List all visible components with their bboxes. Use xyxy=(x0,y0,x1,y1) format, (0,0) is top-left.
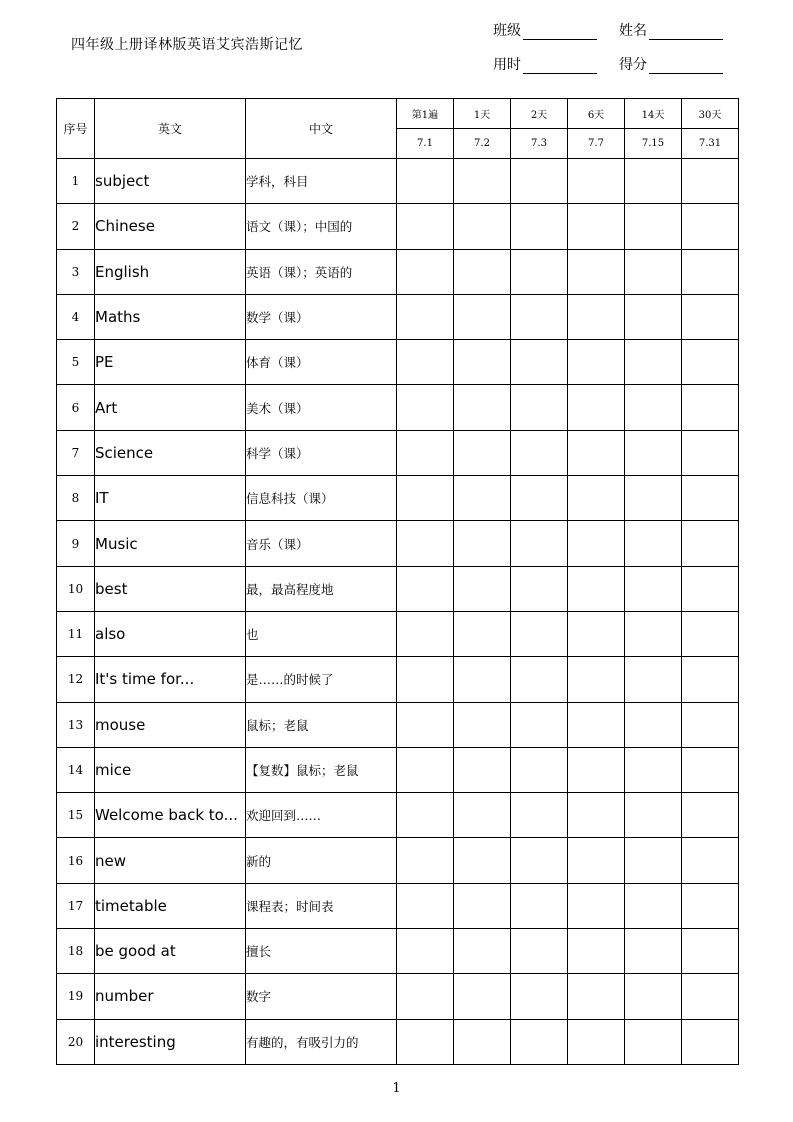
review-check-cell[interactable] xyxy=(625,249,682,294)
english-word: new xyxy=(95,838,246,883)
chinese-meaning: 语文（课）；中国的 xyxy=(246,204,397,249)
review-check-cell[interactable] xyxy=(397,793,454,838)
review-check-cell[interactable] xyxy=(511,476,568,521)
review-check-cell[interactable] xyxy=(397,1019,454,1064)
review-check-cell[interactable] xyxy=(397,611,454,656)
name-field xyxy=(619,20,723,40)
english-word: Music xyxy=(95,521,246,566)
review-check-cell[interactable] xyxy=(397,747,454,792)
review-check-cell[interactable] xyxy=(511,430,568,475)
row-index: 10 xyxy=(57,566,95,611)
vocabulary-rows xyxy=(57,159,739,1065)
review-check-cell[interactable] xyxy=(568,929,625,974)
review-check-cell[interactable] xyxy=(625,929,682,974)
review-check-cell[interactable] xyxy=(625,204,682,249)
review-check-cell[interactable] xyxy=(511,340,568,385)
review-check-cell[interactable] xyxy=(454,204,511,249)
review-check-cell[interactable] xyxy=(625,747,682,792)
chinese-meaning: 也 xyxy=(246,611,397,656)
review-check-cell[interactable] xyxy=(568,430,625,475)
chinese-meaning: 英语（课）；英语的 xyxy=(246,249,397,294)
table-row xyxy=(57,929,739,974)
review-label: 14天 xyxy=(625,99,682,129)
review-check-cell[interactable] xyxy=(625,702,682,747)
review-check-cell[interactable] xyxy=(568,294,625,339)
review-check-cell[interactable] xyxy=(568,883,625,928)
row-index: 15 xyxy=(57,793,95,838)
review-check-cell[interactable] xyxy=(397,430,454,475)
review-check-cell[interactable] xyxy=(454,430,511,475)
row-index: 14 xyxy=(57,747,95,792)
table-row xyxy=(57,521,739,566)
review-check-cell[interactable] xyxy=(568,611,625,656)
review-check-cell[interactable] xyxy=(511,566,568,611)
review-check-cell[interactable] xyxy=(511,702,568,747)
table-row xyxy=(57,249,739,294)
table-row xyxy=(57,702,739,747)
review-check-cell[interactable] xyxy=(454,1019,511,1064)
table-row xyxy=(57,476,739,521)
review-date: 7.31 xyxy=(682,129,739,159)
review-check-cell[interactable] xyxy=(397,521,454,566)
row-index: 7 xyxy=(57,430,95,475)
row-index: 11 xyxy=(57,611,95,656)
review-check-cell[interactable] xyxy=(454,249,511,294)
review-check-cell[interactable] xyxy=(625,793,682,838)
review-check-cell[interactable] xyxy=(511,249,568,294)
review-check-cell[interactable] xyxy=(682,747,739,792)
table-row xyxy=(57,159,739,204)
review-check-cell[interactable] xyxy=(682,702,739,747)
review-check-cell[interactable] xyxy=(568,340,625,385)
review-check-cell[interactable] xyxy=(397,476,454,521)
review-check-cell[interactable] xyxy=(568,974,625,1019)
review-check-cell[interactable] xyxy=(568,204,625,249)
review-check-cell[interactable] xyxy=(568,159,625,204)
table-row xyxy=(57,657,739,702)
review-check-cell[interactable] xyxy=(454,294,511,339)
review-check-cell[interactable] xyxy=(511,204,568,249)
review-check-cell[interactable] xyxy=(511,611,568,656)
review-check-cell[interactable] xyxy=(454,385,511,430)
table-row xyxy=(57,974,739,1019)
table-row xyxy=(57,430,739,475)
review-check-cell[interactable] xyxy=(454,883,511,928)
english-word: be good at xyxy=(95,929,246,974)
review-check-cell[interactable] xyxy=(682,521,739,566)
review-check-cell[interactable] xyxy=(682,249,739,294)
row-index: 12 xyxy=(57,657,95,702)
review-check-cell[interactable] xyxy=(625,294,682,339)
chinese-meaning: 音乐（课） xyxy=(246,521,397,566)
row-index: 5 xyxy=(57,340,95,385)
review-check-cell[interactable] xyxy=(625,1019,682,1064)
review-check-cell[interactable] xyxy=(625,385,682,430)
review-check-cell[interactable] xyxy=(454,793,511,838)
review-check-cell[interactable] xyxy=(454,476,511,521)
english-word: number xyxy=(95,974,246,1019)
chinese-meaning: 数学（课） xyxy=(246,294,397,339)
chinese-meaning: 课程表；时间表 xyxy=(246,883,397,928)
review-label: 30天 xyxy=(682,99,739,129)
table-row xyxy=(57,566,739,611)
table-row xyxy=(57,793,739,838)
review-check-cell[interactable] xyxy=(397,566,454,611)
english-word: also xyxy=(95,611,246,656)
row-index: 9 xyxy=(57,521,95,566)
review-check-cell[interactable] xyxy=(454,747,511,792)
review-check-cell[interactable] xyxy=(454,566,511,611)
chinese-meaning: 信息科技（课） xyxy=(246,476,397,521)
review-check-cell[interactable] xyxy=(682,657,739,702)
chinese-meaning: 体育（课） xyxy=(246,340,397,385)
review-check-cell[interactable] xyxy=(454,702,511,747)
review-check-cell[interactable] xyxy=(511,521,568,566)
review-check-cell[interactable] xyxy=(625,657,682,702)
english-word: It's time for... xyxy=(95,657,246,702)
review-check-cell[interactable] xyxy=(511,159,568,204)
english-word: mice xyxy=(95,747,246,792)
review-date: 7.3 xyxy=(511,129,568,159)
row-index: 16 xyxy=(57,838,95,883)
chinese-meaning: 鼠标；老鼠 xyxy=(246,702,397,747)
review-check-cell[interactable] xyxy=(568,1019,625,1064)
row-index: 20 xyxy=(57,1019,95,1064)
english-word: Science xyxy=(95,430,246,475)
vocabulary-table xyxy=(56,98,739,1065)
review-check-cell[interactable] xyxy=(397,249,454,294)
review-check-cell[interactable] xyxy=(625,838,682,883)
review-check-cell[interactable] xyxy=(511,385,568,430)
review-label: 第1遍 xyxy=(397,99,454,129)
chinese-meaning: 【复数】鼠标；老鼠 xyxy=(246,747,397,792)
review-check-cell[interactable] xyxy=(682,793,739,838)
english-word: Welcome back to... xyxy=(95,793,246,838)
chinese-meaning: 擅长 xyxy=(246,929,397,974)
review-check-cell[interactable] xyxy=(682,1019,739,1064)
english-word: PE xyxy=(95,340,246,385)
review-check-cell[interactable] xyxy=(397,294,454,339)
review-check-cell[interactable] xyxy=(397,340,454,385)
row-index: 8 xyxy=(57,476,95,521)
table-row xyxy=(57,1019,739,1064)
score-blank[interactable] xyxy=(649,57,723,74)
review-check-cell[interactable] xyxy=(568,657,625,702)
review-check-cell[interactable] xyxy=(454,838,511,883)
review-date: 7.15 xyxy=(625,129,682,159)
review-check-cell[interactable] xyxy=(625,476,682,521)
column-header-index: 序号 xyxy=(57,99,95,159)
review-check-cell[interactable] xyxy=(397,929,454,974)
review-check-cell[interactable] xyxy=(397,385,454,430)
review-check-cell[interactable] xyxy=(568,702,625,747)
review-check-cell[interactable] xyxy=(682,838,739,883)
review-check-cell[interactable] xyxy=(568,521,625,566)
review-check-cell[interactable] xyxy=(682,566,739,611)
review-check-cell[interactable] xyxy=(568,476,625,521)
review-check-cell[interactable] xyxy=(682,476,739,521)
english-word: best xyxy=(95,566,246,611)
row-index: 18 xyxy=(57,929,95,974)
review-check-cell[interactable] xyxy=(397,204,454,249)
review-check-cell[interactable] xyxy=(454,521,511,566)
review-check-cell[interactable] xyxy=(511,294,568,339)
name-blank[interactable] xyxy=(649,23,723,40)
review-check-cell[interactable] xyxy=(682,974,739,1019)
review-check-cell[interactable] xyxy=(568,385,625,430)
review-check-cell[interactable] xyxy=(454,340,511,385)
row-index: 17 xyxy=(57,883,95,928)
review-check-cell[interactable] xyxy=(454,159,511,204)
review-check-cell[interactable] xyxy=(454,974,511,1019)
review-check-cell[interactable] xyxy=(511,1019,568,1064)
chinese-meaning: 科学（课） xyxy=(246,430,397,475)
review-check-cell[interactable] xyxy=(511,747,568,792)
review-check-cell[interactable] xyxy=(625,430,682,475)
chinese-meaning: 最，最高程度地 xyxy=(246,566,397,611)
english-word: timetable xyxy=(95,883,246,928)
row-index: 2 xyxy=(57,204,95,249)
time-label: 用时 xyxy=(493,57,521,73)
chinese-meaning: 新的 xyxy=(246,838,397,883)
column-header-chinese: 中文 xyxy=(246,99,397,159)
review-check-cell[interactable] xyxy=(682,929,739,974)
review-check-cell[interactable] xyxy=(568,793,625,838)
review-check-cell[interactable] xyxy=(682,340,739,385)
class-label: 班级 xyxy=(493,23,521,39)
review-check-cell[interactable] xyxy=(511,793,568,838)
review-check-cell[interactable] xyxy=(682,883,739,928)
row-index: 6 xyxy=(57,385,95,430)
time-blank[interactable] xyxy=(523,57,597,74)
review-check-cell[interactable] xyxy=(511,657,568,702)
review-date: 7.2 xyxy=(454,129,511,159)
row-index: 19 xyxy=(57,974,95,1019)
review-check-cell[interactable] xyxy=(625,974,682,1019)
review-check-cell[interactable] xyxy=(511,974,568,1019)
review-check-cell[interactable] xyxy=(625,566,682,611)
score-field xyxy=(619,54,723,74)
table-row xyxy=(57,611,739,656)
review-check-cell[interactable] xyxy=(397,974,454,1019)
chinese-meaning: 欢迎回到…… xyxy=(246,793,397,838)
review-check-cell[interactable] xyxy=(454,657,511,702)
name-label: 姓名 xyxy=(619,23,647,39)
review-check-cell[interactable] xyxy=(682,294,739,339)
english-word: subject xyxy=(95,159,246,204)
row-index: 3 xyxy=(57,249,95,294)
english-word: Art xyxy=(95,385,246,430)
review-check-cell[interactable] xyxy=(511,838,568,883)
class-field xyxy=(493,20,597,40)
review-check-cell[interactable] xyxy=(625,521,682,566)
column-header-english: 英文 xyxy=(95,99,246,159)
page-number: 1 xyxy=(392,1081,401,1096)
table-row xyxy=(57,838,739,883)
page-title: 四年级上册译林版英语艾宾浩斯记忆 xyxy=(71,37,303,53)
review-check-cell[interactable] xyxy=(568,747,625,792)
score-label: 得分 xyxy=(619,57,647,73)
review-check-cell[interactable] xyxy=(682,385,739,430)
review-check-cell[interactable] xyxy=(682,159,739,204)
table-row xyxy=(57,294,739,339)
chinese-meaning: 美术（课） xyxy=(246,385,397,430)
review-date: 7.7 xyxy=(568,129,625,159)
row-index: 4 xyxy=(57,294,95,339)
review-check-cell[interactable] xyxy=(568,249,625,294)
review-check-cell[interactable] xyxy=(568,566,625,611)
review-check-cell[interactable] xyxy=(568,838,625,883)
review-label: 1天 xyxy=(454,99,511,129)
review-check-cell[interactable] xyxy=(454,611,511,656)
chinese-meaning: 学科，科目 xyxy=(246,159,397,204)
time-field xyxy=(493,54,597,74)
review-check-cell[interactable] xyxy=(454,929,511,974)
review-check-cell[interactable] xyxy=(625,340,682,385)
review-check-cell[interactable] xyxy=(682,430,739,475)
chinese-meaning: 数字 xyxy=(246,974,397,1019)
english-word: IT xyxy=(95,476,246,521)
review-label: 2天 xyxy=(511,99,568,129)
english-word: Maths xyxy=(95,294,246,339)
review-check-cell[interactable] xyxy=(397,838,454,883)
english-word: interesting xyxy=(95,1019,246,1064)
table-row xyxy=(57,204,739,249)
review-label: 6天 xyxy=(568,99,625,129)
english-word: Chinese xyxy=(95,204,246,249)
review-check-cell[interactable] xyxy=(682,204,739,249)
table-row xyxy=(57,340,739,385)
review-check-cell[interactable] xyxy=(397,657,454,702)
review-check-cell[interactable] xyxy=(397,702,454,747)
table-row xyxy=(57,385,739,430)
review-check-cell[interactable] xyxy=(625,883,682,928)
chinese-meaning: 是……的时候了 xyxy=(246,657,397,702)
review-check-cell[interactable] xyxy=(625,611,682,656)
review-check-cell[interactable] xyxy=(625,159,682,204)
english-word: mouse xyxy=(95,702,246,747)
class-blank[interactable] xyxy=(523,23,597,40)
english-word: English xyxy=(95,249,246,294)
review-date: 7.1 xyxy=(397,129,454,159)
review-check-cell[interactable] xyxy=(682,611,739,656)
chinese-meaning: 有趣的，有吸引力的 xyxy=(246,1019,397,1064)
review-check-cell[interactable] xyxy=(397,883,454,928)
review-check-cell[interactable] xyxy=(397,159,454,204)
row-index: 13 xyxy=(57,702,95,747)
table-row xyxy=(57,883,739,928)
row-index: 1 xyxy=(57,159,95,204)
review-check-cell[interactable] xyxy=(511,883,568,928)
table-row xyxy=(57,747,739,792)
review-check-cell[interactable] xyxy=(511,929,568,974)
